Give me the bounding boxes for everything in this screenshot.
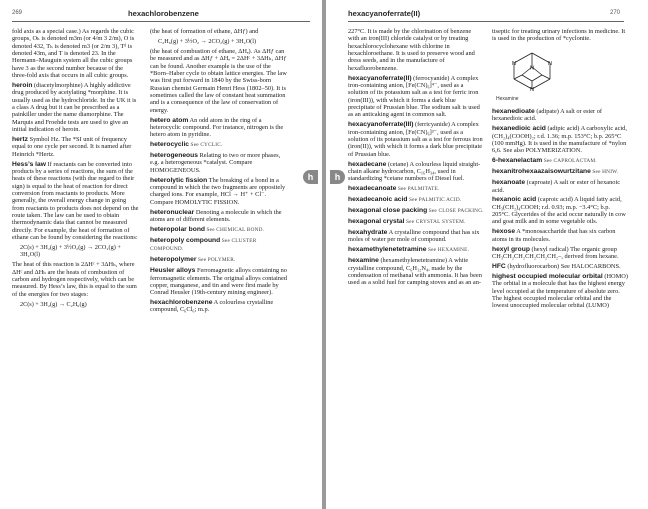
cross-reference: See PALMITATE. [396, 186, 440, 193]
dictionary-entry [492, 108, 628, 123]
entry-headword: hetero atom [150, 116, 189, 124]
left-column-1 [12, 28, 139, 311]
entry-text: (hexyl radical) The organic group CH₃CH₂CH₂CH₂CH₂CH₂–, derived from hexane. [492, 245, 619, 261]
cross-reference: See HNIW. [590, 169, 619, 176]
header-rule [12, 21, 310, 22]
entry-headword: hexanedioate [492, 108, 535, 116]
entry-headword: hexamine [348, 257, 379, 265]
entry-text: (cetane) A colourless liquid straight-chain alkane hydrocarbon, C₁₆H₃₄, used in standardizing *cetane numbers of Diesel fuel. [348, 160, 481, 183]
left-page [0, 0, 322, 509]
dictionary-entry [348, 161, 484, 183]
dictionary-entry [150, 299, 290, 314]
dictionary-entry [492, 246, 628, 261]
cross-reference: See CRYSTAL SYSTEM. [404, 219, 466, 226]
entry-headword: heterolytic fission [150, 176, 208, 184]
dictionary-entry [348, 246, 484, 254]
column-2-intro [492, 28, 628, 43]
running-head: hexacyanoferrate(II) [348, 9, 421, 18]
dictionary-entry [348, 229, 484, 244]
dictionary-entry [150, 226, 290, 234]
entry-headword: hexanoic acid [492, 196, 537, 204]
right-column-2 [492, 28, 628, 312]
entry-continuation [12, 261, 139, 298]
dictionary-entry [348, 257, 484, 286]
equation: 2C(s) + 3H₂(g) + 3½O₂(g) → 2CO₂(g) + 3H₂O(l) [20, 244, 121, 259]
dictionary-entry [492, 263, 628, 270]
thumb-index-tab: h [303, 170, 318, 184]
entry-continuation [12, 28, 139, 79]
entry-headword: heterogeneous [150, 152, 198, 160]
entry-headword: hexahydrate [348, 229, 388, 236]
left-column-2 [150, 28, 290, 316]
entry-text: The breaking of a bond in a compound in which the two fragments are oppositely charged ions. For example, HCl → H⁺ + Cl⁻. Compare HOMOLYTIC FISSION. [150, 176, 286, 206]
cross-reference: See HEXAMINE. [426, 247, 470, 254]
entry-headword: hexacyanoferrate(II) [348, 74, 412, 82]
entry-headword: hexagonal close packing [348, 207, 428, 215]
dictionary-entry [12, 161, 139, 242]
equation: C₂H₆(g) + 3½O₂ → 2CO₂(g) + 3H₂O(l) [158, 37, 257, 45]
entry-text: A *monosaccharide that has six carbon atoms in its molecules. [492, 228, 616, 243]
entry-headword: heroin [12, 82, 33, 89]
entry-headword: hexamethylenetetramine [348, 246, 427, 254]
cross-reference: See CLOSE PACKING. [427, 208, 484, 215]
cross-reference: See CYCLIC. [189, 142, 223, 149]
entry-continuation [492, 28, 628, 43]
entry-text: (HOMO) The orbital in a molecule that has the highest energy level occupied at the temperature of absolute zero. The highest occupied molecular orbital and the lowest unoccupied molecular orbital (LUMO) [492, 272, 628, 310]
entry-text: Denoting a molecule in which the atoms are of different elements. [150, 208, 282, 224]
cross-reference: See CLUSTER COMPOUND. [150, 237, 257, 253]
entry-headword: hexacyanoferrate(III) [348, 121, 414, 129]
entry-text: (caproate) A salt or ester of hexanoic acid. [492, 179, 621, 194]
running-head: hexachlorobenzene [128, 9, 199, 18]
svg-text:N: N [512, 60, 516, 67]
dictionary-entry [150, 117, 290, 139]
dictionary-entry [492, 125, 628, 154]
equation: 2C(s) + 3H₂(g) → C₂H₆(g) [20, 300, 87, 308]
dictionary-entry [348, 196, 484, 204]
cross-reference: See CHEMICAL BOND. [205, 227, 265, 233]
dictionary-entry [492, 273, 628, 310]
dictionary-entry [150, 152, 290, 174]
thumb-index-tab: h [330, 170, 345, 184]
entry-text: An odd atom in the ring of a heterocyclic compound. For instance, nitrogen is the hetero atom in pyridine. [150, 116, 284, 139]
dictionary-entry [348, 207, 484, 215]
entry-continuation [150, 48, 290, 114]
dictionary-entry [150, 141, 290, 149]
dictionary-entry [12, 82, 139, 133]
figure-caption: Hexamine [496, 95, 519, 102]
entry-text: (the heat of combustion of ethane, ΔHₑ). As ΔHƒ can be measured and as ΔHƒ + ΔHₑ = 2ΔHᶜ + 3ΔHₕ, ΔHƒ can be found. Another example is the use of the *Born–Haber cycle to obtain lattice energies. The law was first put forward in 1840 by the Swiss-born Russian chemist Germain Henri Hess (1802–50). It is sometimes called the law of constant heat summation and is a consequence of the law of conservation of energy. [150, 47, 287, 114]
entry-text: The heat of this reaction is 2ΔHᶜ + 3ΔHₕ, where ΔHᶜ and ΔHₕ are the heats of combustion of carbon and hydrogen respectively, which can be measured. By Hess’s law, this is equal to the sum of the energies for two stages: [12, 261, 137, 298]
dictionary-entry [348, 121, 484, 158]
entry-text: (diacetylmorphine) A highly addictive drug produced by acetylating *morphine. It is usually used as the hydrochloride. In the UK it is a class A drug but it can be prescribed as a painkiller under the name diamorphine. The Marquis and Froehde tests are used to give an initial indication of heroin. [12, 82, 137, 134]
cross-reference: See PALMITIC ACID. [407, 197, 462, 204]
svg-text:N: N [548, 60, 552, 67]
svg-text:N: N [530, 65, 534, 72]
entry-headword: heteronuclear [150, 208, 195, 216]
entry-text: 227°C. It is made by the chlorination of benzene with an iron(III) chloride catalyst or by treating hexachlorocyclohexane with chlorine in hexachloroethane. It is used to preserve wood and dress seeds, and in the manufacture of hexafluorobenzene. [348, 28, 475, 72]
entry-headword: hexadecane [348, 160, 387, 168]
entry-headword: heteropolymer [150, 256, 197, 264]
dictionary-entry [492, 179, 628, 194]
dictionary-entry [150, 237, 290, 254]
entry-text: Ferromagnetic alloys containing no ferromagnetic elements. The original alloys contained copper, manganese, and tin and were first made by Conrad Heusler (19th-century mining engineer). [150, 267, 287, 297]
entry-text: (the heat of formation of ethane, ΔHƒ) and [150, 28, 259, 35]
entry-headword: hexose [492, 228, 516, 236]
dictionary-entry [348, 185, 484, 193]
entry-text: tiseptic for treating urinary infections in medicine. It is used in the production of *cyclonite. [492, 28, 626, 43]
svg-text:N: N [530, 86, 534, 93]
entry-text: If reactants can be converted into products by a series of reactions, the sum of the heats of these reactions (with due regard to their sign) is equal to the heat of reaction for direct conversion from reactants to products. More generally, the overall energy change in going from reactants to products does not depend on the route taken. The law can be used to obtain thermodynamic data that cannot be measured directly. For example, the heat of formation of ethane can be found by considering the reactions: [12, 160, 139, 242]
entry-headword: hexanoate [492, 179, 526, 187]
entry-text: Symbol Hz. The *SI unit of frequency equal to one cycle per second. It is named after Heinrich *Hertz. [12, 136, 132, 158]
dictionary-entry [12, 136, 139, 158]
entry-headword: heteropolar bond [150, 226, 205, 233]
column-2-entries [492, 108, 628, 310]
page-number: 269 [12, 10, 23, 16]
entry-headword: Hess’s law [12, 160, 46, 168]
entry-headword: hexyl group [492, 245, 530, 253]
entry-text: fold axis as a special case.) As regards the cubic groups, Oₕ is denoted m3m (or 4/m 3 2/m), O is denoted 432, Tₕ is denoted m3 (or 2/m 3), Tᵈ is denoted 43m, and T is denoted 23. In the Hermann–Mauguin system all the cubic groups have 3 as the second number because of the three-fold axis that occurs in all cubic groups. [12, 28, 135, 80]
dictionary-entry [348, 218, 484, 226]
entry-continuation [348, 28, 484, 72]
entry-text: A colourless crystalline compound, C₆Cl₆; m.p. [150, 299, 274, 314]
header-rule [348, 21, 624, 22]
cross-reference: See POLYMER. [196, 257, 236, 264]
entry-continuation [150, 28, 290, 35]
entry-headword: HFC [492, 262, 506, 270]
entry-text: (adipic acid) A carboxylic acid, (CH₂)₄(COOH)₂; r.d. 1.36; m.p. 153°C; b.p. 265°C (100 mmHg). It is used in the manufacture of *nylon 6,6. See also POLYMERIZATION. [492, 125, 627, 155]
entry-headword: hexachlorobenzene [150, 299, 213, 307]
dictionary-entry [492, 196, 628, 225]
entry-headword: hexanedioic acid [492, 125, 546, 133]
entry-text: (ferricyanide) A complex iron-containing anion, [Fe(CN)₆]³⁻, used as a solution of its potassium salt as a test for ferrous iron (iron(II)), with which it forms a dark blue precipitate of Prussian blue. [348, 121, 483, 158]
entry-headword: hexanitrohexaazaisowurtzitane [492, 168, 591, 176]
entry-headword: hexadecanoate [348, 185, 397, 193]
entry-text: A crystalline compound that has six moles of water per mole of compound. [348, 229, 480, 244]
entry-headword: heteropoly compound [150, 236, 221, 244]
page-number: 270 [610, 10, 621, 16]
dictionary-entry [150, 209, 290, 224]
dictionary-entry [492, 168, 628, 176]
entry-headword: highest occupied molecular orbital [492, 272, 603, 280]
dictionary-entry [492, 157, 628, 165]
dictionary-entry [150, 177, 290, 206]
entry-headword: hertz [12, 136, 28, 143]
hexamine-structure-diagram [502, 49, 562, 95]
entry-text: (hexamethylenetetramine) A white crystalline compound, C₆H₁₂N₄, made by the condensation of methanal with ammonia. It has been used as a solid fuel for camping stoves and as an an- [348, 257, 482, 287]
dictionary-entry [348, 75, 484, 119]
entry-text: (ferrocyanide) A complex iron-containing anion, [Fe(CN)₆]⁴⁻, used as a solution of its potassium salt as a test for ferric iron (iron(III)), with which it forms a dark blue precipitate of Prussian blue. The sodium salt is used as an anticaking agent in common salt. [348, 74, 480, 119]
entry-text: (adipate) A salt or ester of hexanedioic acid. [492, 108, 603, 123]
right-column-1 [348, 28, 484, 289]
entry-text: (hydrofluorocarbon) See HALOCARBONS. [505, 262, 621, 270]
entry-headword: hexadecanoic acid [348, 196, 408, 204]
entry-headword: hexagonal crystal [348, 218, 405, 226]
entry-text: (caproic acid) A liquid fatty acid, CH₃(CH₂)₄COOH; r.d. 0.93; m.p. −3.4°C; b.p. 205°C. Glycerides of the acid occur naturally in cow and goat milk and in some vegetable oils. [492, 196, 626, 226]
entry-headword: 6-hexanelactam [492, 157, 543, 165]
entry-headword: heterocyclic [150, 141, 190, 149]
cross-reference: See CAPROLACTAM. [542, 158, 597, 165]
dictionary-entry [492, 228, 628, 243]
dictionary-entry [150, 256, 290, 264]
dictionary-entry [150, 267, 290, 296]
entry-headword: Heusler alloys [150, 267, 196, 275]
entry-text: Relating to two or more phases, e.g. a heterogeneous *catalyst. Compare HOMOGENEOUS. [150, 152, 281, 174]
right-page [326, 0, 648, 509]
